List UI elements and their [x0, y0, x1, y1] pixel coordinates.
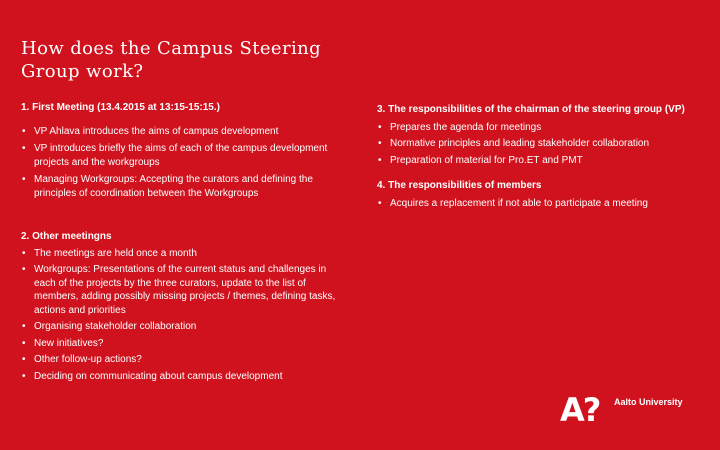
section-2-list: [21, 247, 346, 384]
logo-mark: A?: [560, 391, 600, 429]
list-item: • New initiatives?: [21, 337, 346, 351]
list-item: • Preparation of material for Pro.ET and PMT: [377, 154, 697, 168]
slide-title: How does the Campus Steering Group work?: [21, 38, 322, 82]
section-3-list: [377, 121, 697, 168]
left-column: [21, 101, 346, 383]
list-item: • Deciding on communicating about campus development: [21, 370, 346, 384]
list-item: • The meetings are held once a month: [21, 247, 346, 261]
list-item: • Organising stakeholder collaboration: [21, 320, 346, 334]
section-4-list: [377, 197, 697, 211]
list-item: • Workgroups: Presentations of the current status and challenges in each of the projects by the three curators, update to the list of members, adding possibly missing projects / themes, defining tasks, actions and priorities: [21, 263, 346, 317]
section-1-heading: 1. First Meeting (13.4.2015 at 13:15-15:15.): [21, 102, 220, 113]
list-item: • VP introduces briefly the aims of each of the campus development projects and the workgroups: [21, 142, 346, 169]
list-item: • VP Ahlava introduces the aims of campus development: [21, 125, 346, 139]
section-1-list: [21, 125, 346, 201]
section-2-heading: 2. Other meetingns: [21, 231, 112, 242]
right-column: [377, 103, 697, 210]
list-item: • Acquires a replacement if not able to participate a meeting: [377, 197, 697, 211]
aalto-logo: [560, 392, 700, 432]
list-item: • Normative principles and leading stakeholder collaboration: [377, 137, 697, 151]
list-item: • Prepares the agenda for meetings: [377, 121, 697, 135]
section-4-heading: 4. The responsibilities of members: [377, 180, 542, 191]
section-3-heading: 3. The responsibilities of the chairman of the steering group (VP): [377, 104, 685, 115]
list-item: • Other follow-up actions?: [21, 353, 346, 367]
logo-text: Aalto University: [614, 397, 683, 407]
list-item: • Managing Workgroups: Accepting the curators and defining the principles of coordination between the Workgroups: [21, 173, 346, 200]
